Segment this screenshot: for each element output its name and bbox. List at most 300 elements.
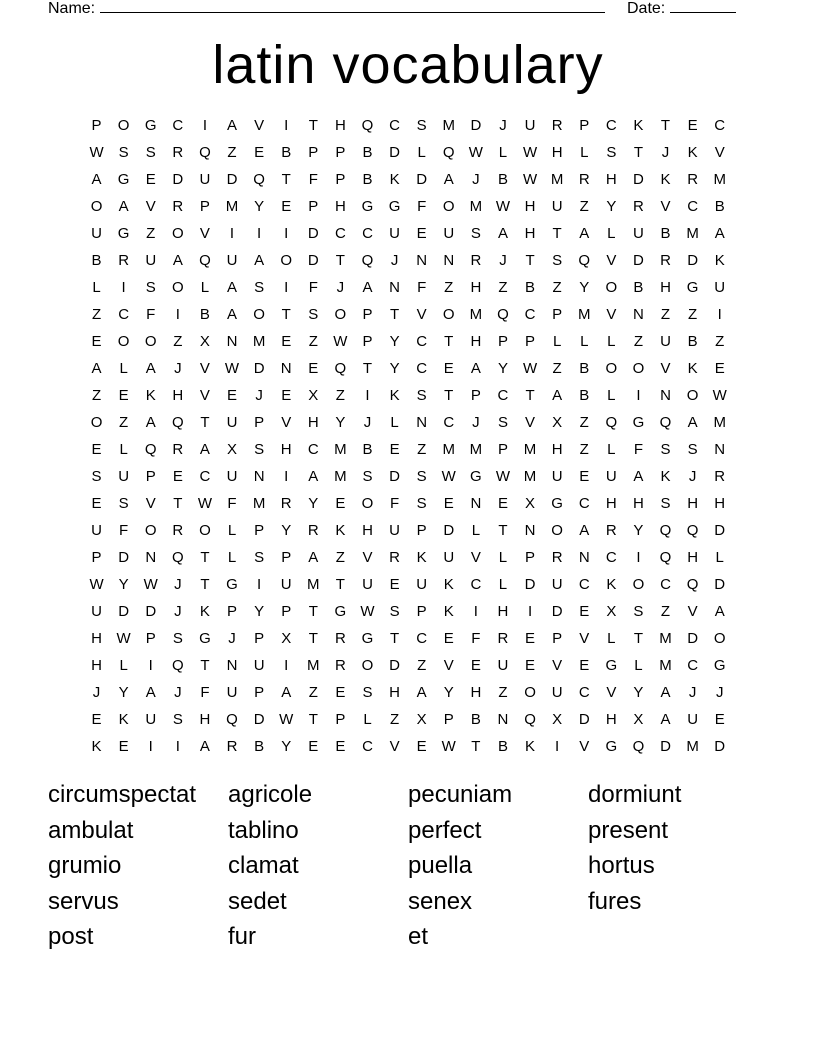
grid-letter[interactable]: Q — [361, 117, 374, 134]
grid-letter[interactable]: U — [605, 468, 617, 485]
grid-letter[interactable]: P — [335, 711, 346, 728]
grid-letter[interactable]: A — [308, 549, 319, 566]
grid-letter[interactable]: B — [362, 144, 373, 161]
grid-letter[interactable]: Z — [579, 414, 589, 431]
grid-letter[interactable]: E — [579, 657, 590, 674]
grid-letter[interactable]: N — [416, 414, 428, 431]
grid-letter[interactable]: F — [308, 279, 318, 296]
grid-letter[interactable]: G — [117, 171, 130, 188]
grid-letter[interactable]: E — [118, 738, 129, 755]
grid-letter[interactable]: T — [444, 333, 454, 350]
grid-letter[interactable]: T — [362, 360, 373, 377]
grid-letter[interactable]: O — [442, 306, 455, 323]
grid-letter[interactable]: V — [389, 738, 400, 755]
grid-letter[interactable]: Y — [118, 576, 129, 593]
grid-letter[interactable]: U — [416, 576, 428, 593]
grid-letter[interactable]: P — [416, 522, 427, 539]
grid-letter[interactable]: A — [362, 279, 373, 296]
grid-letter[interactable]: G — [686, 279, 699, 296]
grid-letter[interactable]: W — [116, 630, 131, 647]
grid-letter[interactable]: O — [361, 495, 374, 512]
grid-letter[interactable]: J — [688, 468, 697, 485]
grid-letter[interactable]: K — [714, 252, 725, 269]
grid-letter[interactable]: C — [578, 576, 590, 593]
grid-letter[interactable]: G — [605, 657, 618, 674]
grid-letter[interactable]: K — [335, 522, 346, 539]
grid-letter[interactable]: M — [713, 171, 726, 188]
grid-letter[interactable]: P — [443, 711, 454, 728]
grid-letter[interactable]: D — [687, 630, 699, 647]
grid-letter[interactable]: L — [417, 144, 426, 161]
grid-letter[interactable]: A — [416, 684, 427, 701]
grid-letter[interactable]: E — [335, 738, 346, 755]
grid-letter[interactable]: H — [633, 495, 644, 512]
grid-letter[interactable]: G — [117, 225, 130, 242]
grid-letter[interactable]: A — [552, 387, 563, 404]
grid-letter[interactable]: E — [497, 495, 508, 512]
grid-letter[interactable]: K — [660, 468, 671, 485]
grid-letter[interactable]: M — [442, 117, 456, 134]
grid-letter[interactable]: L — [607, 225, 616, 242]
grid-letter[interactable]: S — [497, 414, 508, 431]
grid-letter[interactable]: F — [417, 198, 427, 215]
grid-letter[interactable]: B — [362, 441, 373, 458]
grid-letter[interactable]: P — [335, 171, 346, 188]
grid-letter[interactable]: E — [525, 630, 536, 647]
grid-letter[interactable]: C — [687, 657, 699, 674]
grid-letter[interactable]: M — [686, 738, 699, 755]
grid-letter[interactable]: T — [389, 306, 400, 323]
grid-letter[interactable]: D — [253, 711, 265, 728]
grid-letter[interactable]: U — [253, 657, 265, 674]
grid-letter[interactable]: E — [687, 117, 698, 134]
grid-letter[interactable]: B — [525, 279, 536, 296]
grid-letter[interactable]: P — [362, 306, 373, 323]
grid-letter[interactable]: K — [525, 738, 536, 755]
grid-letter[interactable]: A — [443, 171, 454, 188]
grid-letter[interactable]: E — [579, 603, 590, 620]
grid-letter[interactable]: Z — [417, 441, 427, 458]
grid-letter[interactable]: R — [172, 144, 184, 161]
grid-letter[interactable]: T — [335, 252, 345, 269]
grid-letter[interactable]: C — [334, 225, 346, 242]
grid-letter[interactable]: P — [552, 306, 563, 323]
grid-letter[interactable]: I — [148, 657, 153, 674]
grid-letter[interactable]: K — [443, 603, 454, 620]
grid-letter[interactable]: B — [579, 360, 590, 377]
grid-letter[interactable]: W — [712, 387, 727, 404]
grid-letter[interactable]: O — [442, 198, 455, 215]
grid-letter[interactable]: P — [552, 630, 563, 647]
grid-letter[interactable]: T — [281, 306, 291, 323]
grid-letter[interactable]: T — [498, 522, 508, 539]
grid-letter[interactable]: V — [254, 117, 265, 134]
grid-letter[interactable]: X — [606, 603, 617, 620]
grid-letter[interactable]: Z — [146, 225, 156, 242]
grid-letter[interactable]: S — [145, 279, 156, 296]
grid-letter[interactable]: Z — [227, 144, 237, 161]
grid-letter[interactable]: O — [632, 576, 645, 593]
grid-letter[interactable]: Z — [498, 279, 508, 296]
grid-letter[interactable]: J — [336, 279, 345, 296]
grid-letter[interactable]: R — [687, 171, 699, 188]
grid-letter[interactable]: H — [687, 549, 699, 566]
grid-letter[interactable]: L — [471, 522, 481, 539]
grid-letter[interactable]: D — [172, 171, 184, 188]
grid-letter[interactable]: I — [636, 387, 641, 404]
grid-letter[interactable]: U — [551, 684, 563, 701]
grid-letter[interactable]: U — [389, 522, 400, 539]
grid-letter[interactable]: D — [307, 225, 319, 242]
grid-letter[interactable]: C — [605, 117, 617, 134]
grid-letter[interactable]: Z — [660, 306, 671, 323]
grid-letter[interactable]: O — [334, 306, 347, 323]
grid-letter[interactable]: U — [714, 279, 726, 296]
grid-letter[interactable]: G — [361, 630, 374, 647]
grid-letter[interactable]: A — [199, 738, 210, 755]
grid-letter[interactable]: O — [171, 225, 184, 242]
grid-letter[interactable]: J — [174, 603, 182, 620]
grid-letter[interactable]: H — [199, 711, 211, 728]
grid-letter[interactable]: R — [334, 630, 346, 647]
grid-letter[interactable]: Y — [497, 360, 508, 377]
grid-letter[interactable]: P — [470, 387, 481, 404]
grid-letter[interactable]: J — [715, 684, 724, 701]
grid-letter[interactable]: P — [281, 549, 292, 566]
grid-letter[interactable]: O — [117, 333, 130, 350]
grid-letter[interactable]: D — [524, 576, 536, 593]
grid-letter[interactable]: L — [119, 360, 128, 377]
grid-letter[interactable]: E — [91, 711, 102, 728]
grid-letter[interactable]: R — [605, 522, 617, 539]
grid-letter[interactable]: P — [497, 441, 508, 458]
grid-letter[interactable]: F — [227, 495, 237, 512]
grid-letter[interactable]: I — [148, 738, 153, 755]
grid-letter[interactable]: V — [199, 360, 210, 377]
grid-letter[interactable]: P — [497, 333, 508, 350]
grid-letter[interactable]: U — [660, 333, 671, 350]
grid-letter[interactable]: Z — [119, 414, 129, 431]
grid-letter[interactable]: C — [714, 117, 726, 134]
grid-letter[interactable]: F — [633, 441, 643, 458]
grid-letter[interactable]: B — [497, 171, 508, 188]
grid-letter[interactable]: Z — [335, 387, 345, 404]
grid-letter[interactable]: J — [174, 684, 182, 701]
grid-letter[interactable]: M — [659, 657, 672, 674]
grid-letter[interactable]: L — [607, 630, 616, 647]
grid-letter[interactable]: F — [119, 522, 129, 539]
grid-letter[interactable]: T — [308, 711, 318, 728]
grid-letter[interactable]: H — [687, 495, 699, 512]
grid-letter[interactable]: A — [145, 360, 156, 377]
grid-letter[interactable]: Z — [308, 333, 318, 350]
grid-letter[interactable]: H — [91, 630, 102, 647]
grid-letter[interactable]: L — [363, 711, 372, 728]
grid-letter[interactable]: S — [118, 495, 129, 512]
grid-letter[interactable]: L — [390, 414, 399, 431]
grid-letter[interactable]: N — [389, 279, 400, 296]
grid-letter[interactable]: O — [605, 360, 618, 377]
grid-letter[interactable]: Z — [688, 306, 698, 323]
grid-letter[interactable]: J — [499, 252, 507, 269]
grid-letter[interactable]: I — [636, 549, 641, 566]
grid-letter[interactable]: L — [607, 333, 616, 350]
grid-letter[interactable]: U — [91, 603, 102, 620]
grid-letter[interactable]: R — [334, 657, 346, 674]
grid-letter[interactable]: S — [606, 144, 617, 161]
grid-letter[interactable]: M — [523, 468, 537, 485]
grid-letter[interactable]: Z — [552, 360, 562, 377]
grid-letter[interactable]: V — [145, 198, 156, 215]
grid-letter[interactable]: E — [714, 360, 725, 377]
grid-letter[interactable]: E — [443, 495, 454, 512]
grid-letter[interactable]: T — [308, 630, 318, 647]
grid-letter[interactable]: E — [91, 495, 102, 512]
grid-letter[interactable]: E — [443, 630, 454, 647]
grid-letter[interactable]: W — [360, 603, 375, 620]
grid-letter[interactable]: L — [715, 549, 724, 566]
grid-letter[interactable]: O — [90, 198, 103, 215]
grid-letter[interactable]: U — [199, 171, 211, 188]
grid-letter[interactable]: A — [579, 225, 590, 242]
grid-letter[interactable]: G — [470, 468, 482, 485]
grid-letter[interactable]: U — [118, 468, 130, 485]
grid-letter[interactable]: O — [171, 279, 184, 296]
grid-letter[interactable]: I — [527, 603, 533, 620]
grid-letter[interactable]: H — [605, 711, 617, 728]
grid-letter[interactable]: X — [416, 711, 427, 728]
grid-letter[interactable]: B — [714, 198, 725, 215]
grid-letter[interactable]: M — [659, 630, 672, 647]
grid-letter[interactable]: I — [284, 117, 289, 134]
grid-letter[interactable]: V — [606, 252, 617, 269]
grid-letter[interactable]: W — [522, 171, 538, 188]
grid-letter[interactable]: Q — [253, 171, 265, 188]
grid-letter[interactable]: A — [470, 360, 481, 377]
grid-letter[interactable]: Q — [659, 549, 672, 566]
grid-letter[interactable]: M — [225, 198, 239, 215]
grid-letter[interactable]: Q — [686, 522, 699, 539]
grid-letter[interactable]: A — [308, 468, 319, 485]
grid-letter[interactable]: D — [389, 657, 400, 674]
grid-letter[interactable]: Z — [579, 198, 589, 215]
grid-letter[interactable]: W — [495, 198, 511, 215]
grid-letter[interactable]: J — [363, 414, 372, 431]
grid-letter[interactable]: E — [308, 738, 319, 755]
grid-letter[interactable]: O — [605, 279, 618, 296]
grid-letter[interactable]: V — [579, 630, 590, 647]
grid-letter[interactable]: M — [550, 171, 564, 188]
grid-letter[interactable]: C — [443, 414, 455, 431]
grid-letter[interactable]: H — [497, 603, 509, 620]
grid-letter[interactable]: I — [473, 603, 478, 620]
grid-letter[interactable]: Q — [226, 711, 238, 728]
grid-letter[interactable]: S — [552, 252, 563, 269]
grid-letter[interactable]: P — [579, 117, 590, 134]
grid-letter[interactable]: T — [525, 252, 535, 269]
grid-letter[interactable]: L — [552, 333, 562, 350]
grid-letter[interactable]: T — [308, 603, 318, 620]
grid-letter[interactable]: P — [227, 603, 238, 620]
grid-letter[interactable]: J — [688, 684, 697, 701]
grid-letter[interactable]: C — [362, 738, 373, 755]
grid-letter[interactable]: A — [145, 684, 156, 701]
grid-letter[interactable]: L — [498, 144, 508, 161]
grid-letter[interactable]: H — [389, 684, 400, 701]
grid-letter[interactable]: J — [174, 576, 182, 593]
grid-letter[interactable]: A — [199, 441, 210, 458]
grid-letter[interactable]: U — [226, 252, 238, 269]
grid-letter[interactable]: L — [580, 144, 589, 161]
grid-letter[interactable]: G — [632, 414, 645, 431]
grid-letter[interactable]: L — [580, 333, 589, 350]
grid-letter[interactable]: N — [443, 252, 455, 269]
grid-letter[interactable]: H — [172, 387, 184, 404]
grid-letter[interactable]: E — [416, 225, 427, 242]
grid-letter[interactable]: R — [172, 441, 184, 458]
grid-letter[interactable]: L — [607, 441, 616, 458]
grid-letter[interactable]: Y — [443, 684, 454, 701]
grid-letter[interactable]: I — [175, 738, 180, 755]
grid-letter[interactable]: X — [525, 495, 536, 512]
grid-letter[interactable]: H — [524, 225, 536, 242]
grid-letter[interactable]: S — [172, 711, 183, 728]
grid-letter[interactable]: U — [551, 198, 563, 215]
grid-letter[interactable]: U — [226, 684, 238, 701]
grid-letter[interactable]: J — [228, 630, 236, 647]
grid-letter[interactable]: M — [252, 333, 266, 350]
grid-letter[interactable]: F — [417, 279, 427, 296]
grid-letter[interactable]: H — [307, 414, 319, 431]
grid-letter[interactable]: O — [686, 387, 699, 404]
grid-letter[interactable]: T — [281, 171, 291, 188]
grid-letter[interactable]: P — [145, 630, 156, 647]
grid-letter[interactable]: Q — [442, 144, 455, 161]
grid-letter[interactable]: D — [714, 576, 726, 593]
grid-letter[interactable]: H — [551, 441, 563, 458]
grid-letter[interactable]: X — [281, 630, 292, 647]
grid-letter[interactable]: S — [633, 603, 644, 620]
grid-letter[interactable]: R — [551, 549, 563, 566]
grid-letter[interactable]: Y — [389, 333, 400, 350]
grid-letter[interactable]: I — [284, 468, 289, 485]
grid-letter[interactable]: E — [470, 657, 481, 674]
grid-letter[interactable]: Y — [281, 738, 292, 755]
grid-letter[interactable]: A — [660, 711, 671, 728]
grid-letter[interactable]: H — [660, 279, 671, 296]
grid-letter[interactable]: B — [362, 171, 373, 188]
grid-letter[interactable]: C — [416, 333, 428, 350]
grid-letter[interactable]: Z — [389, 711, 400, 728]
grid-letter[interactable]: I — [284, 225, 289, 242]
grid-letter[interactable]: B — [579, 387, 590, 404]
grid-letter[interactable]: W — [279, 711, 294, 728]
grid-letter[interactable]: R — [118, 252, 130, 269]
grid-letter[interactable]: I — [229, 225, 235, 242]
grid-letter[interactable]: E — [91, 333, 102, 350]
grid-letter[interactable]: U — [443, 225, 455, 242]
grid-letter[interactable]: I — [365, 387, 370, 404]
grid-letter[interactable]: Q — [199, 252, 211, 269]
grid-letter[interactable]: D — [660, 738, 671, 755]
grid-letter[interactable]: E — [145, 171, 156, 188]
grid-letter[interactable]: E — [118, 387, 129, 404]
grid-letter[interactable]: C — [470, 576, 482, 593]
grid-letter[interactable]: M — [686, 225, 699, 242]
grid-letter[interactable]: R — [307, 522, 319, 539]
grid-letter[interactable]: C — [578, 684, 590, 701]
grid-letter[interactable]: V — [660, 360, 671, 377]
grid-letter[interactable]: C — [687, 198, 699, 215]
grid-letter[interactable]: M — [334, 441, 347, 458]
grid-letter[interactable]: V — [470, 549, 481, 566]
grid-letter[interactable]: S — [91, 468, 102, 485]
grid-letter[interactable]: M — [523, 441, 537, 458]
grid-letter[interactable]: H — [470, 684, 482, 701]
grid-letter[interactable]: S — [118, 144, 129, 161]
grid-letter[interactable]: K — [389, 387, 400, 404]
grid-letter[interactable]: M — [442, 441, 456, 458]
grid-letter[interactable]: Z — [173, 333, 183, 350]
grid-letter[interactable]: N — [226, 657, 238, 674]
grid-letter[interactable]: Y — [579, 279, 590, 296]
grid-letter[interactable]: E — [579, 468, 590, 485]
grid-letter[interactable]: E — [443, 360, 454, 377]
grid-letter[interactable]: S — [470, 225, 481, 242]
grid-letter[interactable]: B — [470, 711, 481, 728]
grid-letter[interactable]: V — [606, 306, 617, 323]
grid-letter[interactable]: M — [469, 198, 483, 215]
grid-letter[interactable]: H — [362, 522, 373, 539]
grid-letter[interactable]: K — [687, 360, 698, 377]
grid-letter[interactable]: R — [389, 549, 400, 566]
grid-letter[interactable]: V — [687, 603, 698, 620]
grid-letter[interactable]: C — [389, 117, 400, 134]
grid-letter[interactable]: E — [335, 495, 346, 512]
grid-letter[interactable]: E — [389, 441, 400, 458]
grid-letter[interactable]: M — [307, 657, 320, 674]
grid-letter[interactable]: A — [281, 684, 292, 701]
grid-letter[interactable]: Y — [606, 198, 617, 215]
grid-letter[interactable]: S — [254, 549, 265, 566]
grid-letter[interactable]: L — [227, 549, 237, 566]
grid-letter[interactable]: K — [687, 144, 698, 161]
grid-letter[interactable]: U — [145, 711, 157, 728]
grid-letter[interactable]: T — [471, 738, 481, 755]
grid-letter[interactable]: V — [606, 684, 617, 701]
grid-letter[interactable]: M — [469, 441, 483, 458]
grid-letter[interactable]: C — [199, 468, 211, 485]
grid-letter[interactable]: R — [551, 117, 563, 134]
grid-letter[interactable]: I — [555, 738, 560, 755]
grid-letter[interactable]: N — [660, 387, 671, 404]
grid-letter[interactable]: O — [90, 414, 103, 431]
grid-letter[interactable]: A — [254, 252, 265, 269]
grid-letter[interactable]: Z — [498, 684, 508, 701]
grid-letter[interactable]: U — [497, 657, 509, 674]
grid-letter[interactable]: C — [605, 549, 617, 566]
grid-letter[interactable]: R — [714, 468, 726, 485]
grid-letter[interactable]: T — [444, 387, 454, 404]
grid-letter[interactable]: P — [91, 549, 102, 566]
grid-letter[interactable]: A — [714, 603, 725, 620]
grid-letter[interactable]: U — [443, 549, 455, 566]
grid-letter[interactable]: Q — [199, 144, 211, 161]
grid-letter[interactable]: O — [632, 360, 645, 377]
grid-letter[interactable]: W — [224, 360, 240, 377]
grid-letter[interactable]: P — [254, 414, 265, 431]
grid-letter[interactable]: H — [605, 171, 617, 188]
